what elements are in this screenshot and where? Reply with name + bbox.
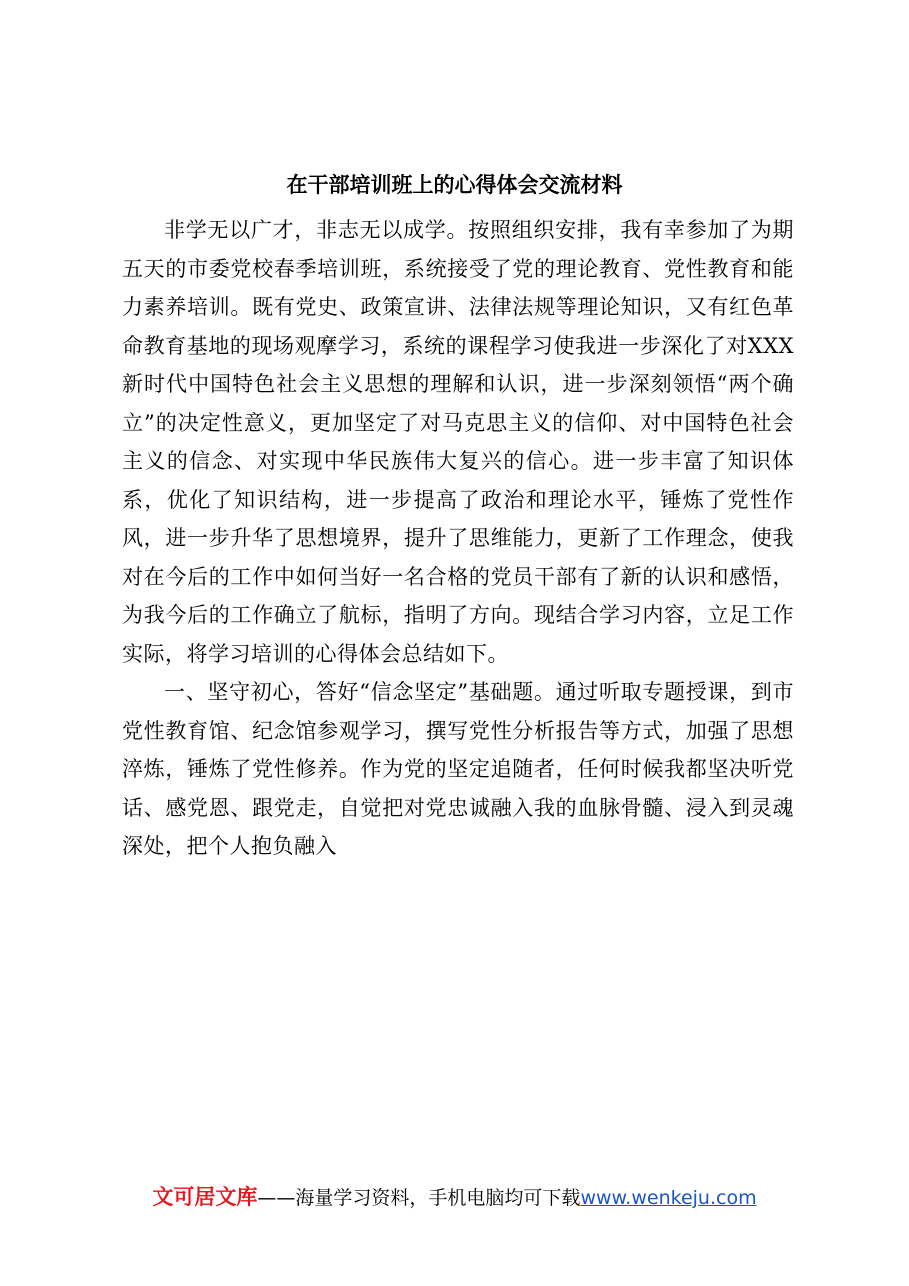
document-title: 在干部培训班上的心得体会交流材料 (286, 172, 623, 197)
footer-banner (0, 1182, 909, 1213)
footer-website-link[interactable]: www.wenkeju.com (580, 1187, 757, 1209)
footer-brand: 文可居文库 (152, 1185, 258, 1209)
document-body (122, 211, 794, 866)
footer-description: ——海量学习资料，手机电脑均可下载 (257, 1187, 581, 1209)
body-paragraph-section-one: 一、坚守初心，答好“信念坚定”基础题。通过听取专题授课，到市党性教育馆、纪念馆参观学习，撰写党性分析报告等方式，加强了思想淬炼，锤炼了党性修养。作为党的坚定追随者，任何时候我都坚决听党话、感党恩、跟党走，自觉把对党忠诚融入我的血脉骨髓、浸入到灵魂深处，把个人抱负融入 (122, 680, 794, 858)
body-paragraph-intro: 非学无以广才，非志无以成学。按照组织安排，我有幸参加了为期五天的市委党校春季培训班，系统接受了党的理论教育、党性教育和能力素养培训。既有党史、政策宣讲、法律法规等理论知识，又有红色革命教育基地的现场观摩学习，系统的课程学习使我进一步深化了对XXX新时代中国特色社会主义思想的理解和认识，进一步深刻领悟“两个确立”的决定性意义，更加坚定了对马克思主义的信仰、对中国特色社会主义的信念、对实现中华民族伟大复兴的信心。进一步丰富了知识体系，优化了知识结构，进一步提高了政治和理论水平，锤炼了党性作风，进一步升华了思想境界，提升了思维能力，更新了工作理念，使我对在今后的工作中如何当好一名合格的党员干部有了新的认识和感悟，为我今后的工作确立了航标，指明了方向。现结合学习内容，立足工作实际，将学习培训的心得体会总结如下。 (122, 218, 794, 666)
